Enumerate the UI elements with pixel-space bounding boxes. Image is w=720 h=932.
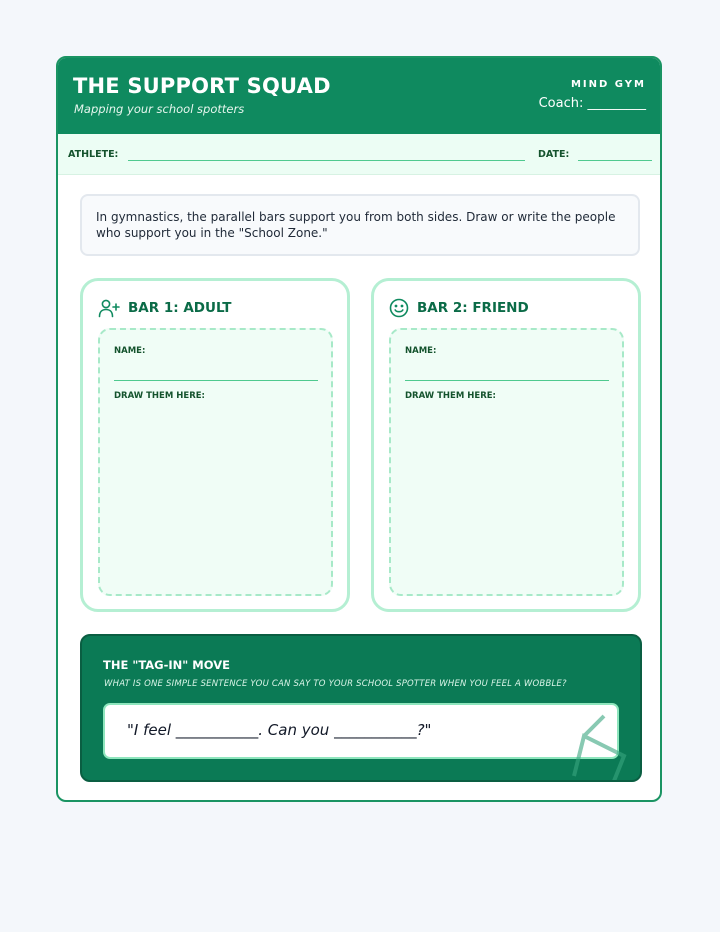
user-plus-icon [98, 298, 120, 318]
card-header [98, 297, 232, 319]
card-header [389, 297, 529, 319]
coach-field[interactable]: Coach: _________ [538, 96, 646, 111]
athlete-label: ATHLETE: [68, 149, 119, 160]
card-bar-1 [80, 278, 350, 612]
name-label: NAME: [405, 346, 437, 356]
athlete-row [58, 134, 660, 175]
draw-label: DRAW THEM HERE: [114, 391, 205, 401]
card-title: BAR 1: ADULT [128, 300, 232, 316]
athlete-name-line[interactable] [128, 160, 525, 161]
card-title: BAR 2: FRIEND [417, 300, 529, 316]
brand-label: MIND GYM [570, 79, 646, 90]
drawing-area[interactable] [389, 328, 624, 596]
drawing-area[interactable] [98, 328, 333, 596]
date-label: DATE: [538, 149, 570, 160]
worksheet-header [58, 58, 660, 134]
name-line[interactable] [405, 380, 609, 381]
page-title: THE SUPPORT SQUAD [73, 74, 331, 98]
intro-text: In gymnastics, the parallel bars support you from both sides. Draw or write the people who support you in the "School Zone." [96, 210, 616, 240]
name-line[interactable] [114, 380, 318, 381]
date-line[interactable] [578, 160, 652, 161]
tag-in-question: WHAT IS ONE SIMPLE SENTENCE YOU CAN SAY TO YOUR SCHOOL SPOTTER WHEN YOU FEEL A WOBBLE? [104, 679, 567, 689]
tag-in-sentence-field[interactable]: "I feel ___________. Can you ___________?" [103, 703, 619, 759]
draw-label: DRAW THEM HERE: [405, 391, 496, 401]
tag-in-title: THE "TAG-IN" MOVE [103, 658, 230, 672]
name-label: NAME: [114, 346, 146, 356]
decorative-arrow-icon [554, 696, 642, 782]
smiley-face-icon [389, 298, 409, 318]
page-subtitle: Mapping your school spotters [74, 102, 245, 116]
card-bar-2 [371, 278, 641, 612]
tag-in-section [80, 634, 642, 782]
intro-box [80, 194, 640, 256]
worksheet [56, 56, 662, 802]
